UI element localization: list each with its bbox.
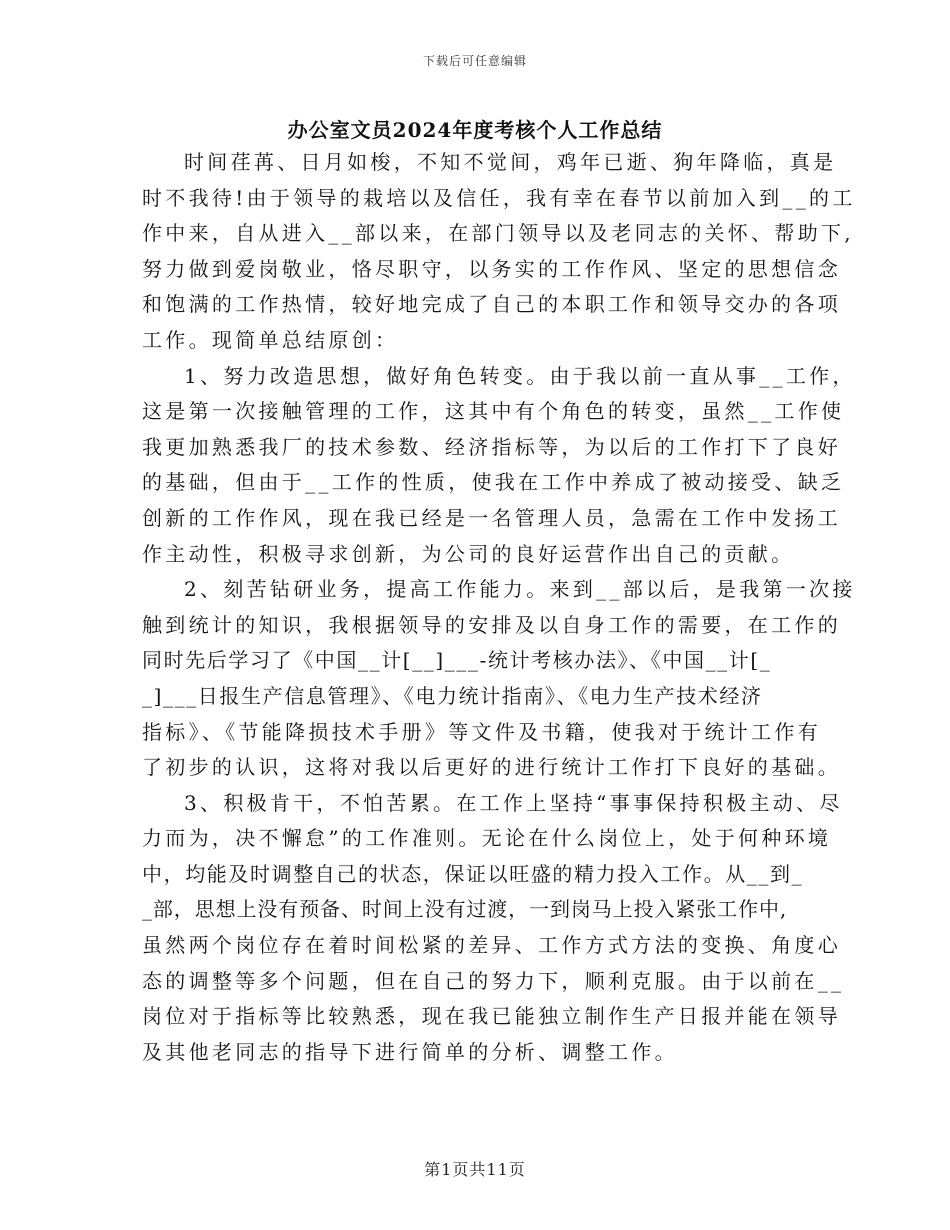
paragraph-line: _]___日报生产信息管理》、《电力统计指南》、《电力生产技术经济: [142, 683, 763, 708]
paragraph-line: 时不我待!由于领导的栽培以及信任，我有幸在春节以前加入到__的工: [142, 185, 856, 210]
paragraph-line: _部，思想上没有预备、时间上没有过渡，一到岗马上投入紧张工作中,: [142, 897, 788, 922]
paragraph-line: 我更加熟悉我厂的技术参数、经济指标等，为以后的工作打下了良好: [142, 434, 841, 459]
paragraph-line: 工作。现简单总结原创：: [142, 327, 399, 352]
page-header-note: 下载后可任意编辑: [422, 54, 527, 68]
paragraph-line: 作中来，自从进入__部以来，在部门领导以及老同志的关怀、帮助下,: [142, 221, 854, 246]
paragraph-line: 力而为，决不懈怠”的工作准则。无论在什么岗位上，处于何种环境: [142, 826, 832, 851]
paragraph-line: 虽然两个岗位存在着时间松紧的差异、工作方式方法的变换、角度心: [142, 933, 841, 958]
page-number-footer: 第1页共11页: [424, 1160, 526, 1179]
paragraph-line: 这是第一次接触管理的工作，这其中有个角色的转变，虽然__工作使: [142, 399, 845, 424]
paragraph-line: 触到统计的知识，我根据领导的安排及以自身工作的需要，在工作的: [142, 612, 841, 637]
paragraph-line: 的基础，但由于__工作的性质，使我在工作中养成了被动接受、缺乏: [142, 470, 845, 495]
paragraph-line: 岗位对于指标等比较熟悉，现在我已能独立制作生产日报并能在领导: [142, 1004, 841, 1029]
paragraph-line: 3、积极肯干，不怕苦累。在工作上坚持“事事保持积极主动、尽: [184, 790, 843, 815]
document-title: 办公室文员2024年度考核个人工作总结: [287, 118, 663, 142]
paragraph-line: 时间荏苒、日月如梭，不知不觉间，鸡年已逝、狗年降临，真是: [184, 150, 837, 174]
paragraph-line: 指标》、《节能降损技术手册》等文件及书籍，使我对于统计工作有: [142, 719, 821, 744]
paragraph-line: 同时先后学习了《中国__计[__]___-统计考核办法》、《中国__计[_: [142, 648, 772, 673]
paragraph-line: 努力做到爱岗敬业，恪尽职守，以务实的工作作风、坚定的思想信念: [142, 256, 841, 281]
paragraph-line: 2、刻苦钻研业务，提高工作能力。来到__部以后，是我第一次接: [184, 577, 856, 602]
paragraph-line: 及其他老同志的指导下进行简单的分析、调整工作。: [142, 1039, 678, 1064]
document-body: [142, 145, 856, 1070]
paragraph-line: 和饱满的工作热情，较好地完成了自己的本职工作和领导交办的各项: [142, 292, 841, 317]
paragraph-line: 1、努力改造思想，做好角色转变。由于我以前一直从事__工作，: [184, 363, 856, 388]
paragraph-line: 中，均能及时调整自己的状态，保证以旺盛的精力投入工作。从__到_: [142, 861, 804, 886]
paragraph-line: 创新的工作作风，现在我已经是一名管理人员，急需在工作中发扬工: [142, 505, 841, 530]
paragraph-line: 作主动性，积极寻求创新，为公司的良好运营作出自己的贡献。: [142, 541, 795, 566]
paragraph-line: 了初步的认识，这将对我以后更好的进行统计工作打下良好的基础。: [142, 755, 841, 780]
paragraph-line: 态的调整等多个问题，但在自己的努力下，顺利克服。由于以前在__: [142, 968, 845, 993]
